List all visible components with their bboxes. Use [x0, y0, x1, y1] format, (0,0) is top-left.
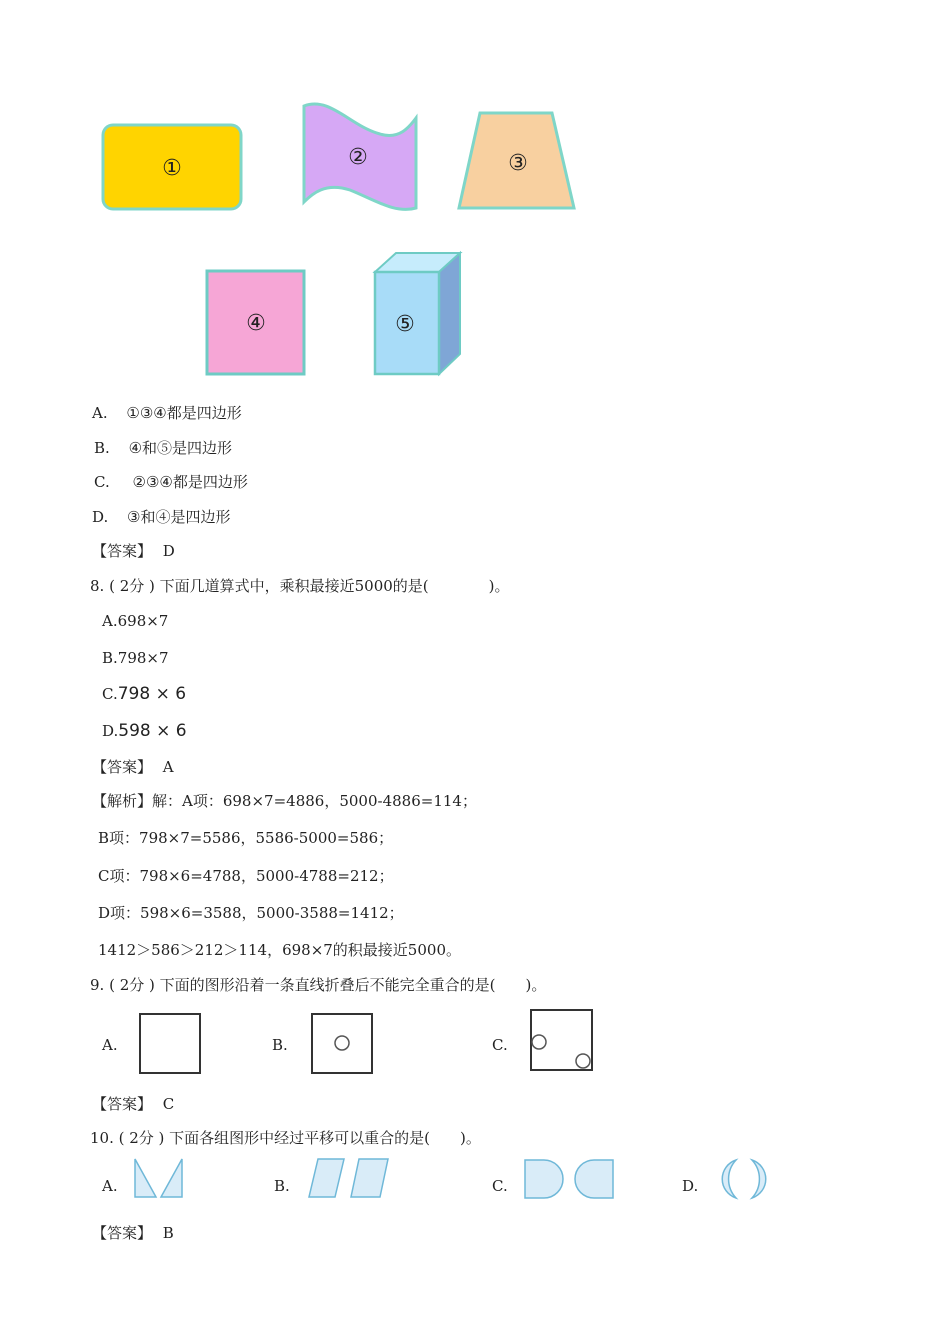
shape-5-label: ⑤ — [395, 312, 415, 337]
q8-analysis-line-3: C项：798×6=4788，5000-4788=212； — [98, 867, 394, 885]
q10-option-a-triangles[interactable] — [132, 1157, 186, 1201]
q8-option-a-letter: A. — [102, 612, 118, 630]
shape-2-label: ② — [348, 145, 368, 170]
q8-analysis-line-1 — [92, 792, 477, 810]
q7-option-c[interactable] — [94, 473, 248, 491]
q8-option-b-letter: B. — [102, 649, 118, 667]
q9-stem: 9. ( 2分 ) 下面的图形沿着一条直线折叠后不能完全重合的是( )。 — [90, 976, 547, 994]
q7-option-b-letter: B. — [94, 439, 110, 457]
q8-analysis-line-5: 1412＞586＞212＞114，698×7的积最接近5000。 — [98, 941, 461, 959]
q10-option-b-parallelograms[interactable] — [306, 1157, 392, 1201]
q10-option-a-letter[interactable]: A. — [102, 1177, 118, 1195]
shape-3-label: ③ — [508, 151, 528, 176]
q9-option-a-square[interactable] — [138, 1012, 204, 1076]
q7-option-c-text: ②③④都是四边形 — [132, 473, 248, 491]
shape-5-cuboid — [372, 250, 466, 378]
q8-analysis-line-4: D项：598×6=3588，5000-3588=1412； — [98, 904, 404, 922]
q8-option-b[interactable] — [102, 649, 169, 667]
shape-1-rounded-rectangle — [100, 122, 245, 214]
q10-stem: 10. ( 2分 ) 下面各组图形中经过平移可以重合的是( )。 — [90, 1129, 481, 1147]
q7-option-a-text: ①③④都是四边形 — [126, 404, 242, 422]
q9-answer-label: 【答案】 — [92, 1095, 153, 1113]
q8-answer-value: A — [162, 758, 174, 776]
q7-answer — [92, 542, 175, 560]
q7-option-a-letter: A. — [92, 404, 108, 422]
q8-option-a[interactable] — [102, 612, 168, 630]
q8-option-b-text: 798×7 — [117, 649, 169, 667]
q8-answer — [92, 758, 174, 776]
q7-option-b[interactable] — [94, 439, 232, 457]
shape-2-wavy-quadrilateral — [300, 104, 422, 210]
shape-3-trapezoid — [456, 110, 580, 214]
q8-option-c-text: 798 × 6 — [117, 684, 187, 704]
q9-option-b-letter[interactable]: B. — [272, 1036, 288, 1054]
q8-stem: 8. ( 2分 ) 下面几道算式中，乘积最接近5000的是( )。 — [90, 577, 510, 595]
q8-option-a-text: 698×7 — [117, 612, 169, 630]
q8-option-c-letter: C. — [102, 685, 118, 703]
q10-option-d-letter[interactable]: D. — [682, 1177, 699, 1195]
q7-option-a[interactable] — [92, 404, 242, 422]
q10-answer-label: 【答案】 — [92, 1224, 153, 1242]
q10-option-d-crescents[interactable] — [712, 1157, 778, 1203]
q8-option-d-letter: D. — [102, 722, 119, 740]
q8-option-d-text: 598 × 6 — [118, 721, 187, 741]
q8-option-d[interactable] — [102, 721, 187, 741]
q10-answer-value: B — [162, 1224, 174, 1242]
shape-4-square — [204, 268, 308, 378]
q9-option-b-square-with-center-circle[interactable] — [310, 1012, 376, 1076]
q9-answer — [92, 1095, 174, 1113]
q7-option-b-text: ④和⑤是四边形 — [128, 439, 233, 457]
q10-option-c-d-shapes[interactable] — [522, 1158, 618, 1202]
q7-option-d-letter: D. — [92, 508, 109, 526]
q7-option-d[interactable] — [92, 508, 231, 526]
shape-4-label: ④ — [246, 311, 266, 336]
q10-option-c-letter[interactable]: C. — [492, 1177, 508, 1195]
shape-1-label: ① — [162, 156, 182, 181]
q10-option-b-letter[interactable]: B. — [274, 1177, 290, 1195]
q8-answer-label: 【答案】 — [92, 758, 153, 776]
q9-option-c-square-with-corner-circles[interactable] — [528, 1008, 596, 1074]
q8-analysis-text-1: 解：A项：698×7=4886，5000-4886=114； — [152, 792, 477, 810]
q8-analysis-label: 【解析】 — [92, 792, 153, 810]
q10-answer — [92, 1224, 174, 1242]
q9-option-c-letter[interactable]: C. — [492, 1036, 508, 1054]
q9-option-a-letter[interactable]: A. — [102, 1036, 118, 1054]
q7-answer-label: 【答案】 — [92, 542, 153, 560]
q8-option-c[interactable] — [102, 684, 186, 704]
q9-answer-value: C — [162, 1095, 175, 1113]
q8-analysis-line-2: B项：798×7=5586，5586-5000=586； — [98, 829, 394, 847]
q7-option-d-text: ③和④是四边形 — [127, 508, 231, 526]
q7-option-c-letter: C. — [94, 473, 110, 491]
q7-answer-value: D — [162, 542, 175, 560]
